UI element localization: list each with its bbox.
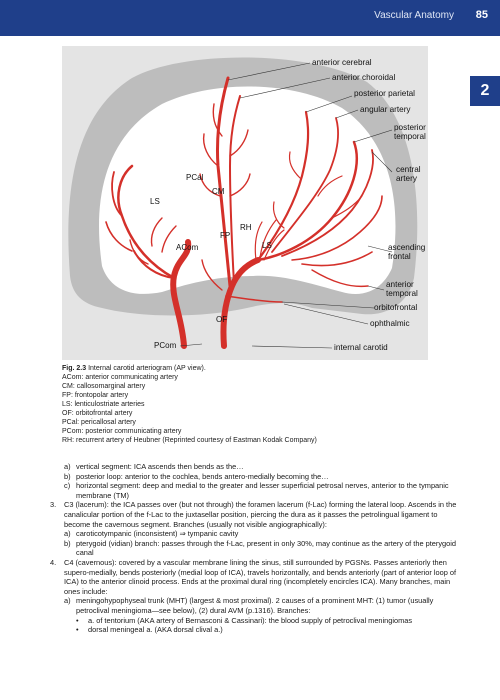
caption-line: ACom: anterior communicating artery [62, 374, 178, 381]
list-item [50, 616, 462, 626]
list-item-text: C4 (cavernous): covered by a vascular membrane lining the sinus, still surrounded by PGSNs. Passes anteriorly then supero-medially, bends posteriorly (medial loop of ICA), travels horizontally, and bends anteriorly (part of anterior loop of ICA) to the anterior clinoid process. Ends at the proximal dural ring (incompletely encircles ICA). Many branches, main ones include: [64, 557, 457, 596]
label-pcal: PCal [186, 173, 204, 182]
list-item [50, 596, 462, 615]
caption-line: FP: frontopolar artery [62, 392, 129, 399]
callout-ascending-frontal-2: frontal [388, 252, 411, 261]
list-item-text: vertical segment: ICA ascends then bends as the… [76, 462, 244, 471]
arteriogram-figure [62, 46, 428, 360]
page-number: 85 [475, 9, 488, 21]
section-title: Vascular Anatomy [374, 10, 454, 21]
list-item [50, 625, 462, 635]
caption-heading [62, 364, 432, 373]
label-pcom: PCom [154, 341, 177, 350]
list-item [50, 481, 462, 500]
list-marker: c) [64, 481, 71, 491]
figure-caption [62, 364, 432, 445]
list-item-text: dorsal meningeal a. (AKA dorsal clival a.) [88, 625, 223, 635]
callout-anterior-cerebral: anterior cerebral [312, 58, 372, 67]
list-item [50, 529, 462, 539]
list-item [50, 539, 462, 558]
list-item-text: C3 (lacerum): the ICA passes over (but not through) the foramen lacerum (f-Lac) forming the lateral loop. Ascends in the canalicular portion of the f-Lac to the juxtasellar position, piercing the dura as it passes the petrolingual ligament to become the cavernous segment. Branches (usually not visible angiographically): [64, 500, 457, 529]
caption-line: PCal: pericallosal artery [62, 419, 136, 426]
caption-line: CM: callosomarginal artery [62, 383, 146, 390]
list-marker: b) [64, 538, 71, 548]
caption-line: LS: lenticulostriate arteries [62, 401, 145, 408]
label-cm: CM [212, 187, 225, 196]
arteriogram-image [62, 46, 428, 360]
callout-anterior-choroidal: anterior choroidal [332, 73, 396, 82]
callout-posterior-temporal-2: temporal [394, 132, 426, 141]
callout-ascending-frontal-1: ascending [388, 243, 426, 252]
callout-posterior-temporal-1: posterior [394, 123, 426, 132]
label-ls-left: LS [150, 197, 160, 206]
callout-internal-carotid: internal carotid [334, 343, 388, 352]
list-item-text: meningohypophyseal trunk (MHT) (largest & most proximal). 2 causes of a prominent MHT: (1) tumor (usually petroclival meningioma—see below), (2) dural AVM (p.1316). Branches: [76, 596, 434, 615]
callout-ophthalmic: ophthalmic [370, 319, 410, 328]
list-item-text: caroticotympanic (inconsistent) ⇒ tympanic cavity [76, 529, 239, 539]
label-fp: FP [220, 231, 231, 240]
list-item-text: horizontal segment: deep and medial to the greater and lesser superficial petrosal nerves, anterior to the tympanic membrane (TM) [76, 481, 449, 500]
list-item-text: a. of tentorium (AKA artery of Bernasconi & Cassinari): the blood supply of petroclival meningiomas [88, 615, 413, 625]
list-item-text: posterior loop: anterior to the cochlea, bends antero-medially becoming the… [76, 471, 329, 481]
label-of: OF [216, 315, 228, 324]
chapter-tab[interactable]: 2 [470, 76, 500, 106]
callout-angular-artery: angular artery [360, 105, 411, 114]
body-text [50, 462, 462, 635]
label-ls-right: LS [262, 241, 272, 250]
list-marker: a) [64, 462, 71, 471]
list-item [50, 462, 462, 472]
callout-central-artery-2: artery [396, 174, 417, 183]
bullet-marker: • [76, 625, 79, 635]
label-rh: RH [240, 223, 252, 232]
list-marker: b) [64, 471, 71, 481]
list-item-text: pterygoid (vidian) branch: passes through the f-Lac, present in only 30%, may continue as the artery of the pterygoid canal [76, 538, 457, 558]
label-acom: ACom [176, 243, 199, 252]
figure-number: Fig. 2.3 [62, 365, 87, 372]
caption-line: RH: recurrent artery of Heubner (Reprinted courtesy of Eastman Kodak Company) [62, 437, 317, 444]
list-item [50, 558, 462, 596]
list-marker: a) [64, 596, 71, 606]
list-item [50, 472, 462, 482]
callout-anterior-temporal-2: temporal [386, 289, 418, 298]
callout-orbitofrontal: orbitofrontal [374, 303, 418, 312]
page-header [0, 0, 500, 36]
list-marker: 3. [50, 500, 57, 510]
list-item [50, 500, 462, 529]
callout-anterior-temporal-1: anterior [386, 280, 414, 289]
list-marker: 4. [50, 557, 57, 567]
bullet-marker: • [76, 615, 79, 625]
caption-line: OF: orbitofrontal artery [62, 410, 133, 417]
figure-title: Internal carotid arteriogram (AP view). [88, 365, 206, 372]
caption-line: PCom: posterior communicating artery [62, 428, 182, 435]
list-marker: a) [64, 529, 71, 539]
callout-central-artery-1: central [396, 165, 421, 174]
callout-posterior-parietal: posterior parietal [354, 89, 415, 98]
